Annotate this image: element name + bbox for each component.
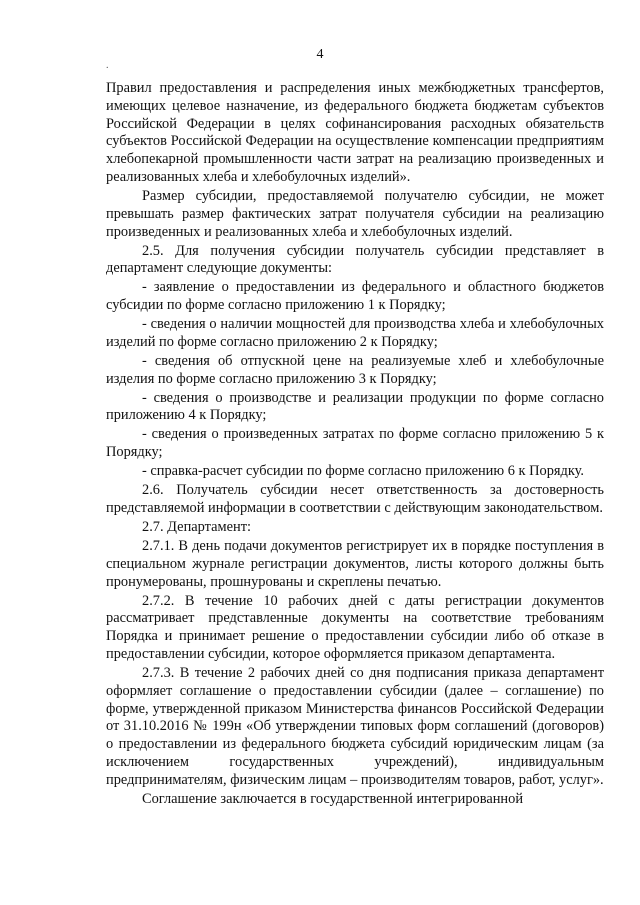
paragraph-2-7-3: 2.7.3. В течение 2 рабочих дней со дня подписания приказа департамент оформляет соглашение о предоставлении субсидии (далее – соглашение) по форме, утвержденной приказом Министерства финансов Российской Федерации от 31.10.2016 № 199н «Об утверждении типовых форм соглашений (договоров) о предоставлении из федерального бюджета субсидий юридическим лицам (за исключением государственных учреждений), индивидуальным предпринимателям, физическим лицам – производителям товаров, работ, услуг». bbox=[106, 664, 604, 788]
paragraph-subsidy-size: Размер субсидии, предоставляемой получателю субсидии, не может превышать размер фактических затрат получателя субсидии на реализацию произведенных и реализованных хлеба и хлебобулочных изделий. bbox=[106, 187, 604, 240]
document-body bbox=[106, 80, 604, 810]
paragraph-agreement: Соглашение заключается в государственной интегрированной bbox=[142, 790, 524, 807]
paragraph-2-7-2: 2.7.2. В течение 10 рабочих дней с даты регистрации документов рассматривает представленные документы на соответствие требованиям Порядка и принимает решение о предоставлении субсидии либо об отказе в предоставлении субсидии, которое оформляется приказом департамента. bbox=[106, 592, 604, 662]
list-item-costs: - сведения о произведенных затратах по форме согласно приложению 5 к Порядку; bbox=[106, 426, 604, 461]
list-item-production: - сведения о производстве и реализации продукции по форме согласно приложению 4 к Порядку; bbox=[106, 389, 604, 424]
paragraph-2-7: 2.7. Департамент: bbox=[142, 519, 251, 535]
paragraph-continuation: Правил предоставления и распределения иных межбюджетных трансфертов, имеющих целевое назначение, из федерального бюджета бюджетам субъектов Российской Федерации в целях софинансирования расходных обязательств субъектов Российской Федерации на осуществление компенсации предприятиям хлебопекарной промышленности части затрат на реализацию произведенных и реализованных хлеба и хлебобулочных изделий». bbox=[106, 80, 604, 185]
paragraph-2-6: 2.6. Получатель субсидии несет ответственность за достоверность представляемой информации в соответствии с действующим законодательством. bbox=[106, 482, 604, 517]
list-item-calculation: - справка-расчет субсидии по форме согласно приложению 6 к Порядку. bbox=[142, 463, 584, 480]
paragraph-2-5: 2.5. Для получения субсидии получатель субсидии представляет в департамент следующие документы: bbox=[106, 242, 604, 277]
page-number: 4 bbox=[316, 47, 324, 62]
scan-mark: . bbox=[106, 60, 109, 71]
paragraph-2-7-1: 2.7.1. В день подачи документов регистрирует их в порядке поступления в специальном журнале регистрации документов, листы которого должны быть пронумерованы, прошнурованы и скреплены печатью. bbox=[106, 537, 604, 590]
list-item-price: - сведения об отпускной цене на реализуемые хлеб и хлебобулочные изделия по форме согласно приложению 3 к Порядку; bbox=[106, 352, 604, 387]
list-item-capacity: - сведения о наличии мощностей для производства хлеба и хлебобулочных изделий по форме согласно приложению 2 к Порядку; bbox=[106, 316, 604, 350]
list-item-application: - заявление о предоставлении из федерального и областного бюджетов субсидии по форме согласно приложению 1 к Порядку; bbox=[106, 279, 604, 314]
